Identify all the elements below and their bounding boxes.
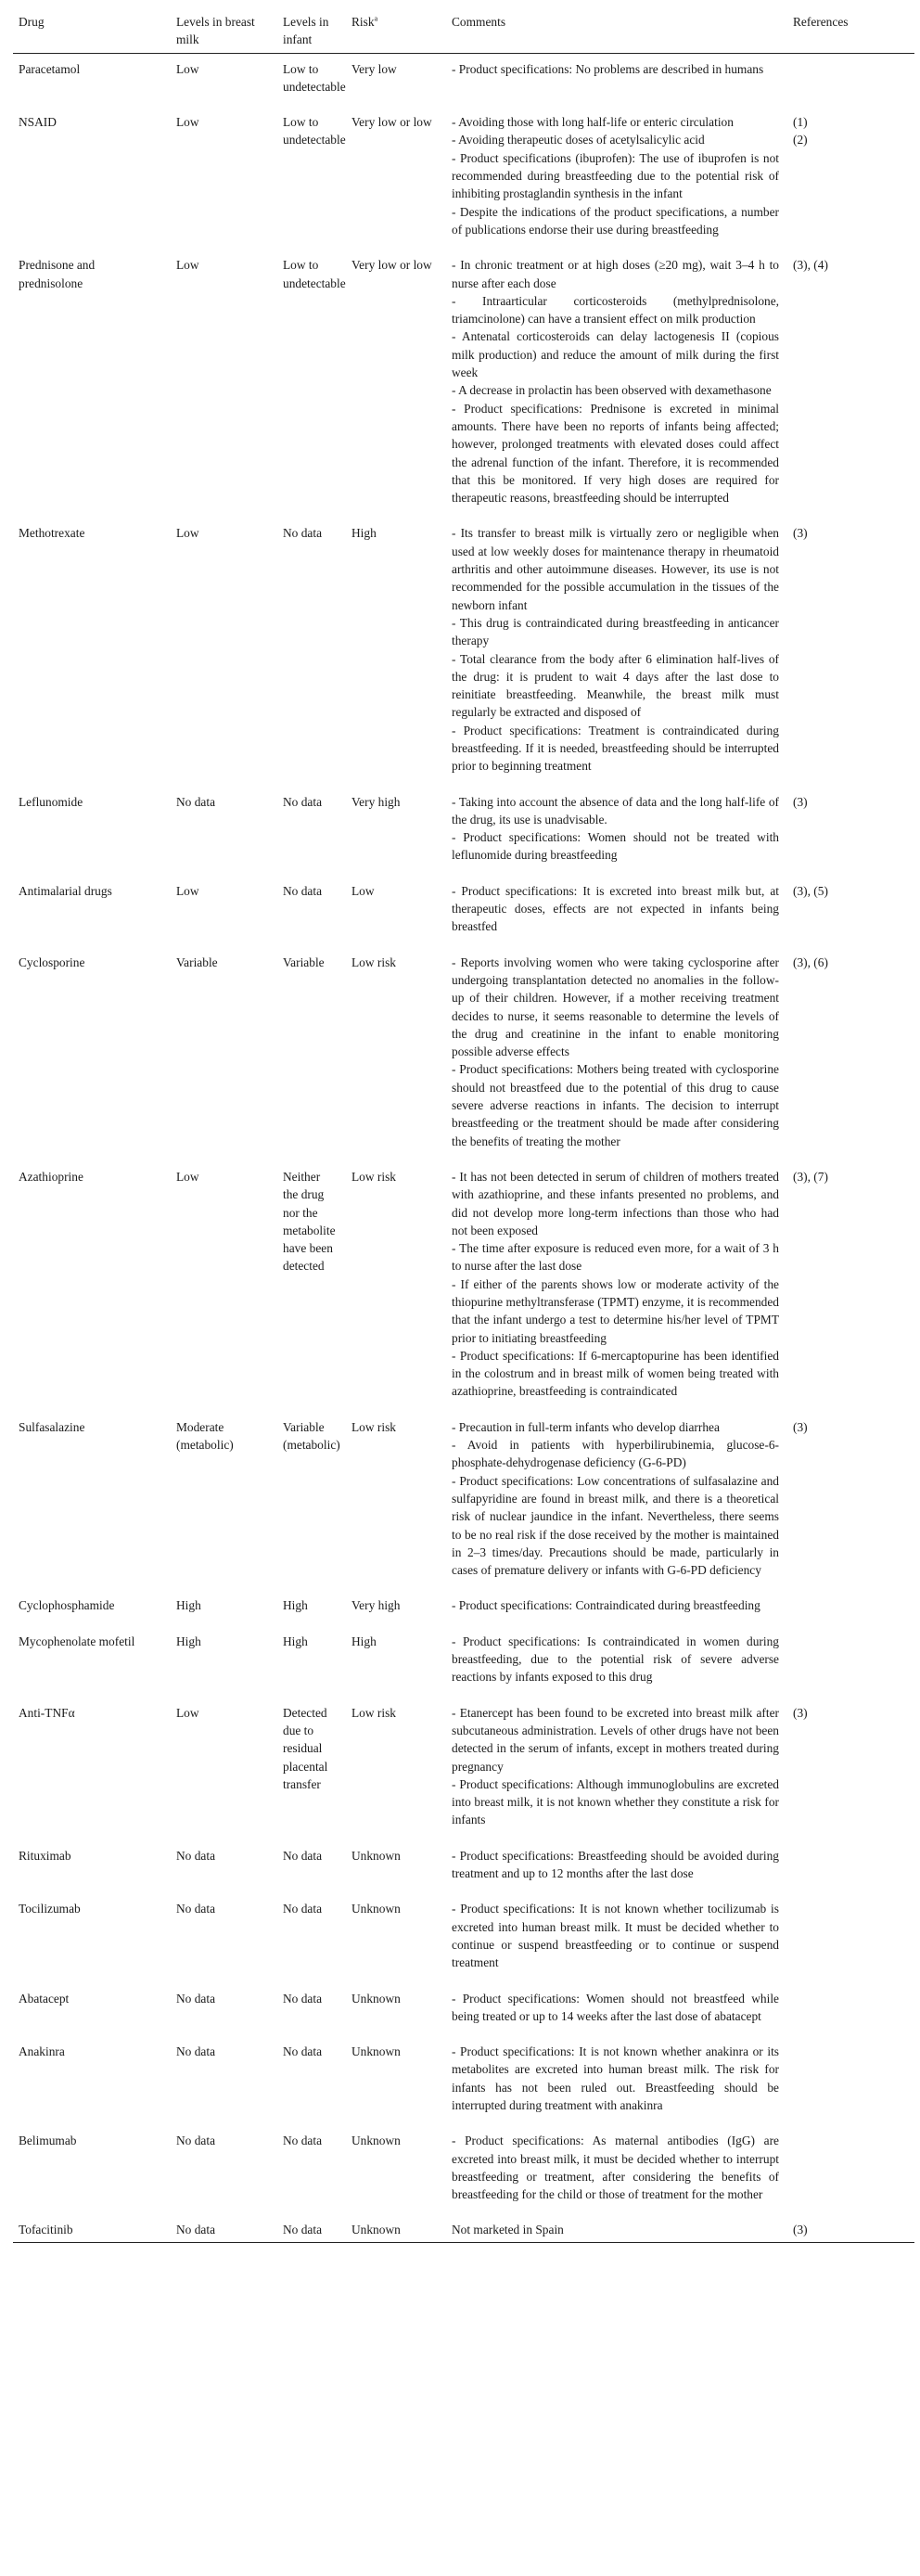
- cell-comments: [446, 1418, 788, 1597]
- cell-risk: High: [351, 526, 377, 541]
- comment-line: - Product specifications: Although immunoglobulins are excreted into breast milk, it is not known whether they constitute a risk for infants: [452, 1776, 779, 1827]
- header-risk: [346, 9, 446, 53]
- cell-levels-milk: Low: [176, 258, 199, 273]
- cell-risk: Unknown: [351, 2044, 401, 2059]
- header-risk-label: Risk: [351, 15, 375, 29]
- comment-line: - Product specifications: Breastfeeding should be avoided during treatment and up to 12 months after the last dose: [452, 1848, 779, 1881]
- cell-levels-infant: No data: [283, 883, 323, 898]
- cell-comments: [446, 1900, 788, 1989]
- cell-levels-infant: Variable: [283, 955, 325, 969]
- reference-citation: (3): [793, 2223, 808, 2237]
- cell-references: [788, 53, 914, 113]
- cell-levels-infant: Variable (metabolic): [283, 1419, 340, 1453]
- comment-line: - Product specifications: As maternal antibodies (IgG) are excreted into breast milk, it must be decided whether to interrupt breastfeeding or treatment, after considering the benefits of breastfeeding for the child or those of treatment for the mother: [452, 2134, 779, 2202]
- cell-drug: Abatacept: [19, 1991, 70, 2006]
- reference-citation: (3): [793, 526, 808, 541]
- cell-references: [788, 1847, 914, 1901]
- cell-levels-infant: No data: [283, 2134, 323, 2148]
- cell-comments: [446, 2221, 788, 2242]
- reference-citation: (1): [793, 115, 808, 130]
- comment-line: - Intraarticular corticosteroids (methylprednisolone, triamcinolone) can have a transient effect on milk production: [452, 293, 779, 327]
- reference-citation: (3), (6): [793, 955, 828, 969]
- reference-citation: (3): [793, 794, 808, 809]
- cell-references: [788, 2221, 914, 2242]
- cell-references: [788, 1990, 914, 2044]
- comment-line: - The time after exposure is reduced even more, for a wait of 3 h to nurse after the last dose: [452, 1241, 779, 1274]
- comment-line: - Avoiding those with long half-life or enteric circulation: [452, 115, 734, 130]
- cell-comments: [446, 1847, 788, 1901]
- cell-references: [788, 256, 914, 524]
- cell-references: [788, 1704, 914, 1847]
- cell-levels-milk: No data: [176, 1848, 216, 1863]
- cell-levels-milk: No data: [176, 2044, 216, 2059]
- cell-references: [788, 1168, 914, 1418]
- comment-line: - Reports involving women who were taking cyclosporine after undergoing transplantation detected no anomalies in the follow-up of their children. However, if a mother receiving treatment decides to nurse, it seems reasonable to determine the levels of the drug and creatinine in the infant to enable monitoring possible adverse effects: [452, 955, 779, 1059]
- table-row: [13, 1704, 914, 1847]
- cell-levels-milk: Low: [176, 1705, 199, 1720]
- cell-references: [788, 793, 914, 882]
- cell-comments: [446, 524, 788, 792]
- comment-line: - Product specifications (ibuprofen): The use of ibuprofen is not recommended during breastfeeding due to the potential risk of inhibiting prostaglandin synthesis in the infant: [452, 150, 779, 201]
- cell-levels-infant: No data: [283, 526, 323, 541]
- cell-levels-infant: Low to undetectable: [283, 258, 346, 290]
- cell-risk: Very low or low: [351, 258, 432, 273]
- table-body: [13, 53, 914, 2242]
- cell-drug: Rituximab: [19, 1848, 71, 1863]
- cell-drug: Paracetamol: [19, 61, 81, 76]
- cell-risk: Unknown: [351, 2134, 401, 2148]
- cell-drug: Cyclosporine: [19, 955, 85, 969]
- cell-drug: Methotrexate: [19, 526, 85, 541]
- table-row: [13, 53, 914, 113]
- header-drug: Drug: [13, 9, 171, 53]
- cell-drug: Azathioprine: [19, 1169, 83, 1184]
- table-row: [13, 882, 914, 954]
- cell-levels-infant: No data: [283, 1902, 323, 1916]
- cell-levels-infant: No data: [283, 2044, 323, 2059]
- cell-risk: Unknown: [351, 1848, 401, 1863]
- cell-levels-milk: High: [176, 1634, 201, 1648]
- cell-levels-milk: Low: [176, 61, 199, 76]
- cell-comments: [446, 2043, 788, 2132]
- comment-line: - Product specifications: Mothers being treated with cyclosporine should not breastfeed due to the potential of this drug to cause severe adverse reactions in infants. The decision to interrupt breastfeeding or the treatment should be made after considering the benefits of treating the mother: [452, 1062, 779, 1148]
- cell-comments: [446, 1704, 788, 1847]
- comment-line: - Product specifications: Women should not be treated with leflunomide during breastfeeding: [452, 830, 779, 863]
- header-row: [13, 9, 914, 53]
- comment-line: - Product specifications: It is excreted into breast milk but, at therapeutic doses, effects are not expected in infants being breastfed: [452, 883, 779, 934]
- cell-risk: Low: [351, 883, 375, 898]
- cell-levels-infant: High: [283, 1598, 308, 1613]
- cell-drug: Anti-TNFα: [19, 1705, 75, 1720]
- table-row: [13, 113, 914, 256]
- cell-risk: Unknown: [351, 1902, 401, 1916]
- cell-references: [788, 1633, 914, 1704]
- table-row: [13, 954, 914, 1168]
- cell-drug: Antimalarial drugs: [19, 883, 112, 898]
- reference-citation: (3), (7): [793, 1169, 828, 1184]
- table-row: [13, 2043, 914, 2132]
- cell-levels-infant: No data: [283, 794, 323, 809]
- comment-line: - Etanercept has been found to be excreted into breast milk after subcutaneous administration. Levels of other drugs have not been detected in the serum of infants, except in mothers treated during pregnancy: [452, 1705, 779, 1774]
- cell-levels-infant: No data: [283, 1848, 323, 1863]
- cell-risk: Low risk: [351, 955, 396, 969]
- cell-drug: Belimumab: [19, 2134, 77, 2148]
- table-row: [13, 1168, 914, 1418]
- comment-line: - In chronic treatment or at high doses (≥20 mg), wait 3–4 h to nurse after each dose: [452, 258, 779, 290]
- cell-levels-infant: No data: [277, 2221, 346, 2242]
- comment-line: - Product specifications: No problems are described in humans: [452, 61, 764, 76]
- comment-line: Not marketed in Spain: [452, 2223, 564, 2237]
- cell-levels-milk: Low: [176, 1169, 199, 1184]
- cell-comments: [446, 1633, 788, 1704]
- comment-line: - Product specifications: Treatment is contraindicated during breastfeeding. If it is needed, breastfeeding should be interrupted prior to beginning treatment: [452, 723, 779, 774]
- cell-levels-milk: Low: [176, 115, 199, 130]
- cell-drug: Leflunomide: [19, 794, 83, 809]
- table-row: [13, 793, 914, 882]
- header-levels-infant: Levels in infant: [277, 9, 346, 53]
- cell-comments: [446, 954, 788, 1168]
- comment-line: - Avoid in patients with hyperbilirubinemia, glucose-6-phosphate-dehydrogenase deficiency (G-6-PD): [452, 1438, 779, 1470]
- header-comments: Comments: [446, 9, 788, 53]
- cell-levels-milk: No data: [176, 2134, 216, 2148]
- cell-levels-milk: Low: [176, 526, 199, 541]
- cell-risk: Low risk: [351, 1705, 396, 1720]
- header-levels-milk: Levels in breast milk: [171, 9, 277, 53]
- comment-line: - Antenatal corticosteroids can delay lactogenesis II (copious milk production) and reduce the amount of milk during the first week: [452, 329, 779, 380]
- cell-drug: Anakinra: [19, 2044, 65, 2059]
- comment-line: - Total clearance from the body after 6 elimination half-lives of the drug: it is prudent to wait 4 days after the last dose to reinitiate breastfeeding. Meanwhile, the breast milk must regularly be extracted and disposed of: [452, 651, 779, 720]
- table-row: [13, 2132, 914, 2221]
- cell-levels-milk: Low: [176, 883, 199, 898]
- cell-comments: [446, 2132, 788, 2221]
- reference-citation: (3), (5): [793, 883, 828, 898]
- cell-references: [788, 2043, 914, 2132]
- table-row: [13, 1900, 914, 1989]
- table-row: [13, 1633, 914, 1704]
- cell-drug: Tofacitinib: [13, 2221, 171, 2242]
- comment-line: - Product specifications: Contraindicated during breastfeeding: [452, 1598, 760, 1613]
- cell-levels-milk: No data: [171, 2221, 277, 2242]
- cell-drug: Tocilizumab: [19, 1902, 81, 1916]
- cell-levels-infant: Low to undetectable: [283, 115, 346, 147]
- header-references: References: [788, 9, 914, 53]
- table-header: [13, 9, 914, 53]
- cell-levels-infant: Detected due to residual placental transfer: [283, 1705, 328, 1791]
- cell-references: [788, 1596, 914, 1632]
- cell-levels-infant: High: [283, 1634, 308, 1648]
- cell-comments: [446, 1990, 788, 2044]
- comment-line: - If either of the parents shows low or moderate activity of the thiopurine methyltransferase (TPMT) enzyme, it is recommended that the infant undergo a test to determine his/her level of TPMT prior to initiating breastfeeding: [452, 1276, 779, 1345]
- comment-line: - Product specifications: Low concentrations of sulfasalazine and sulfapyridine are found in breast milk, and there is a theoretical risk of nuclear jaundice in the infant. Nevertheless, there seems to be no real risk if the dose received by the mother is maintained in 2–3 times/day. Precautions should be made, particularly in cases of premature delivery or infants with G-6-PD deficiency: [452, 1473, 779, 1578]
- cell-risk: Unknown: [346, 2221, 446, 2242]
- cell-risk: Very high: [351, 794, 401, 809]
- cell-comments: [446, 1596, 788, 1632]
- table-row: [13, 524, 914, 792]
- comment-line: - Product specifications: It is not known whether anakinra or its metabolites are excreted into human breast milk. The risk for infants has not been ruled out. Breastfeeding should be interrupted during treatment with anakinra: [452, 2044, 779, 2112]
- reference-citation: (3): [793, 1705, 808, 1720]
- cell-drug: Mycophenolate mofetil: [19, 1634, 135, 1648]
- comment-line: - It has not been detected in serum of children of mothers treated with azathioprine, and these infants presented no problems, and did not develop more long-term infections than those who had not been exposed: [452, 1169, 779, 1237]
- cell-risk: Very low: [351, 61, 397, 76]
- cell-levels-milk: Moderate (metabolic): [176, 1419, 234, 1453]
- table-row: [13, 1418, 914, 1597]
- table-row: [13, 1990, 914, 2044]
- comment-line: - Avoiding therapeutic doses of acetylsalicylic acid: [452, 133, 705, 147]
- cell-references: [788, 1900, 914, 1989]
- comment-line: - Product specifications: Women should not breastfeed while being treated or up to 14 weeks after the last dose of abatacept: [452, 1991, 779, 2023]
- cell-risk: Very low or low: [351, 115, 432, 130]
- table-row: [13, 2221, 914, 2242]
- comment-line: - Product specifications: If 6-mercaptopurine has been identified in the colostrum and in breast milk of women being treated with azathioprine, breastfeeding is contraindicated: [452, 1348, 779, 1399]
- comment-line: - A decrease in prolactin has been observed with dexamethasone: [452, 383, 772, 398]
- cell-levels-milk: No data: [176, 1902, 216, 1916]
- cell-comments: [446, 113, 788, 256]
- table-row: [13, 256, 914, 524]
- cell-references: [788, 113, 914, 256]
- cell-levels-infant: Neither the drug nor the metabolite have been detected: [283, 1169, 336, 1274]
- cell-comments: [446, 53, 788, 113]
- table-row: [13, 1847, 914, 1901]
- comment-line: - Its transfer to breast milk is virtually zero or negligible when used at low weekly doses for maintenance therapy in rheumatoid arthritis and other autoimmune diseases. However, its use is not recommended for the possible accumulation in the tissues of the newborn infant: [452, 526, 779, 612]
- reference-citation: (3), (4): [793, 258, 828, 273]
- reference-citation: (2): [793, 133, 808, 147]
- comment-line: - Product specifications: It is not known whether tocilizumab is excreted into human breast milk. It must be decided whether to continue or suspend breastfeeding or to continue or suspend treatment: [452, 1902, 779, 1970]
- cell-risk: Very high: [351, 1598, 401, 1613]
- cell-comments: [446, 882, 788, 954]
- cell-drug: Sulfasalazine: [19, 1419, 85, 1434]
- cell-drug: Prednisone and prednisolone: [19, 258, 96, 290]
- cell-comments: [446, 256, 788, 524]
- breastfeeding-drug-table: [13, 9, 914, 2243]
- cell-levels-milk: No data: [176, 794, 216, 809]
- cell-levels-milk: High: [176, 1598, 201, 1613]
- cell-references: [788, 524, 914, 792]
- cell-risk: Low risk: [351, 1419, 396, 1434]
- header-risk-footnote: a: [374, 14, 378, 23]
- cell-references: [788, 2132, 914, 2221]
- comment-line: - Despite the indications of the product specifications, a number of publications endorse their use during breastfeeding: [452, 204, 779, 237]
- cell-risk: Low risk: [351, 1169, 396, 1184]
- cell-risk: Unknown: [351, 1991, 401, 2006]
- cell-comments: [446, 793, 788, 882]
- cell-levels-milk: No data: [176, 1991, 216, 2006]
- comment-line: - Taking into account the absence of data and the long half-life of the drug, its use is unadvisable.: [452, 794, 779, 827]
- comment-line: - Product specifications: Prednisone is excreted in minimal amounts. There have been no reports of infants being affected; however, prolonged treatments with elevated doses could affect the adrenal function of the infant. Therefore, it is recommended that this be monitored. If very high doses are required for therapeutic reasons, breastfeeding should be interrupted: [452, 401, 779, 506]
- cell-comments: [446, 1168, 788, 1418]
- cell-levels-milk: Variable: [176, 955, 218, 969]
- cell-references: [788, 1418, 914, 1597]
- cell-levels-infant: No data: [283, 1991, 323, 2006]
- comment-line: - Product specifications: Is contraindicated in women during breastfeeding, due to the potential risk of severe adverse reactions by infants exposed to this drug: [452, 1634, 779, 1685]
- comment-line: - Precaution in full-term infants who develop diarrhea: [452, 1419, 720, 1434]
- table-row: [13, 1596, 914, 1632]
- cell-references: [788, 882, 914, 954]
- cell-levels-infant: Low to undetectable: [283, 61, 346, 94]
- reference-citation: (3): [793, 1419, 808, 1434]
- comment-line: - This drug is contraindicated during breastfeeding in anticancer therapy: [452, 615, 779, 648]
- cell-drug: NSAID: [19, 115, 57, 130]
- cell-drug: Cyclophosphamide: [19, 1598, 115, 1613]
- cell-references: [788, 954, 914, 1168]
- cell-risk: High: [351, 1634, 377, 1648]
